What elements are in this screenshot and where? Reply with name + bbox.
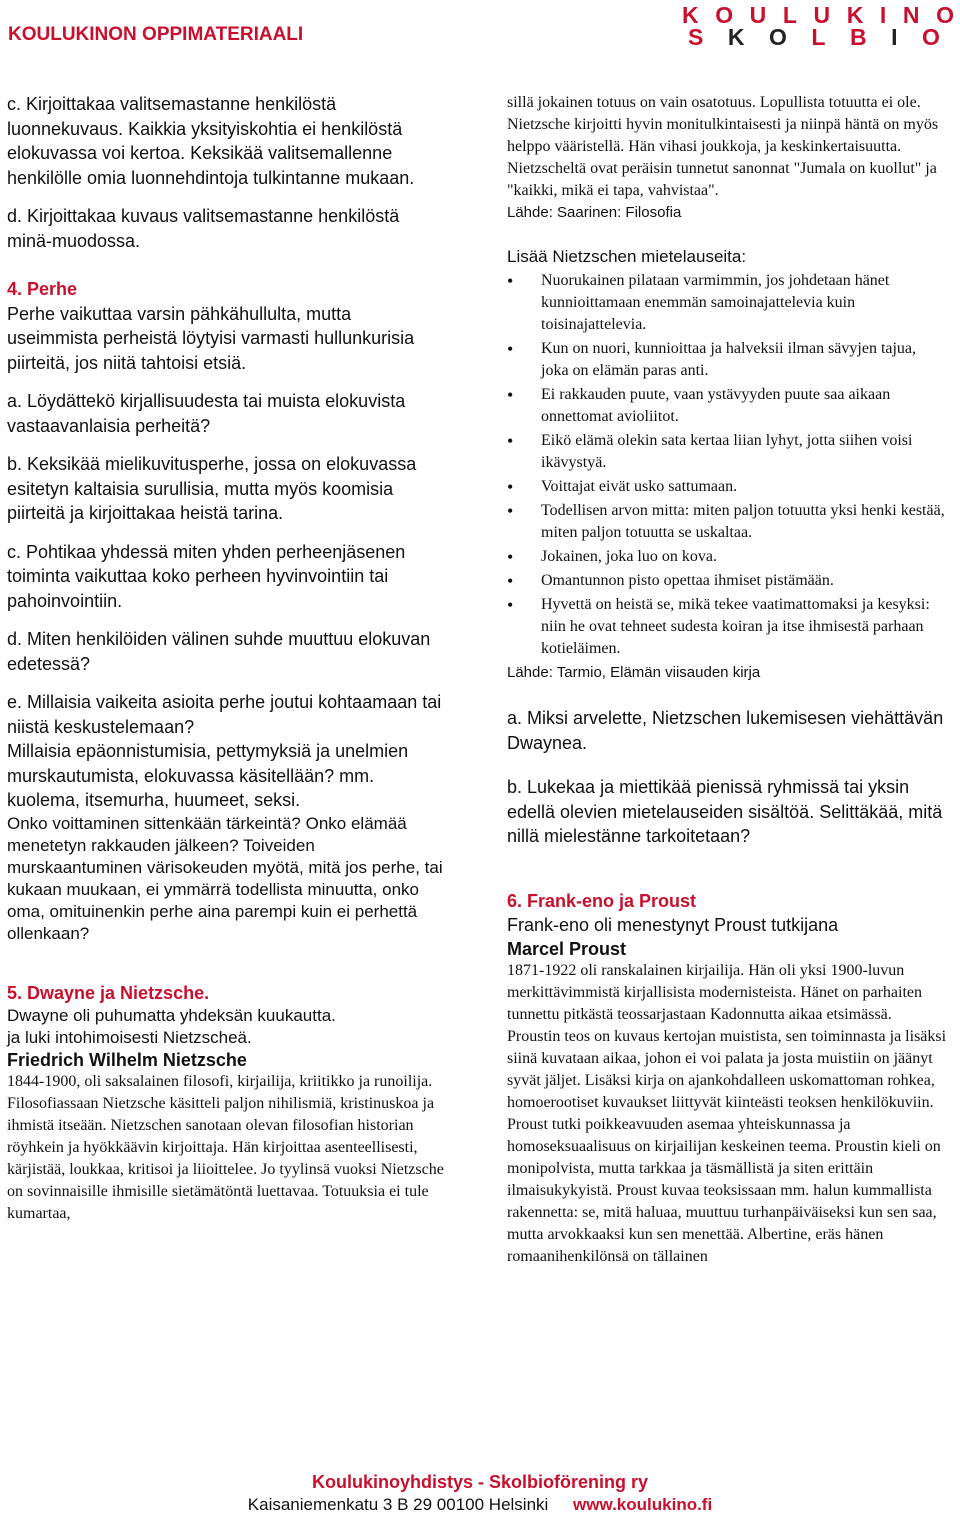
logo-letter: L	[811, 24, 826, 50]
section-4-heading: 4. Perhe	[7, 279, 78, 299]
family-task-e-questions: Onko voittaminen sittenkään tärkeintä? Onko elämää menetetyn rakkauden jälkeen? Toiveiden murskaantuminen värisokeuden myötä, mitä jos perhe, tai kukaan muukaan, ei ymmärrä todellista minuutta, onko oma, omituinenkin perhe aina parempi kuin ei perhettä ollenkaan?	[7, 813, 443, 943]
nietzsche-task-a: a. Miksi arvelette, Nietzschen lukemisesen viehättävän Dwaynea.	[507, 708, 944, 753]
right-column	[507, 92, 947, 1268]
family-task-d: d. Miten henkilöiden välinen suhde muuttuu elokuvan edetessä?	[7, 629, 431, 674]
list-item: • Omantunnon pisto opettaa ihmiset pistämään.	[541, 570, 947, 592]
logo-letter: K	[846, 2, 864, 28]
proust-name: Marcel Proust	[507, 938, 627, 959]
page-header-title: KOULUKINON OPPIMATERIAALI	[8, 24, 304, 45]
logo-letter: I	[879, 2, 887, 28]
logo-letter: K	[727, 24, 745, 50]
proust-bio: 1871-1922 oli ranskalainen kirjailija. Hän oli yksi 1900-luvun merkittävimmistä kirjallisista modernisteista. Hänet on parhaiten tunnettu pitkästä teossarjastaan Kadonnutta aikaa etsimässä. Proustin teos on kuvaus kertojan muistista, sen toiminnasta ja lisäksi siinä kuvataan aikaa, johon ei voi palata ja josta muistiin on jäänyt syvät jäljet. Lisäksi kirja on ajankohdalleen uskomattoman rohkea, homoerootiset kuvaukset liittyvät kiinteästi teoksen henkilökuviin. Proust tutki poikkeavuuden asemaa yhteiskunnassa ja homoseksuaalisuus on kirjailijan keskeinen teema. Proustin kieli on monipolvista, mutta tarkkaa ja täsmällistä ja siten erittäin ilmaisukykyistä. Proust kuvaa teoksissaan mm. halun kummallista rakennetta: se, mitä haluaa, muuttuu turhanpäiväiseksi kun sen saa, mutta arvokkaaksi kun sen menettää. Albertine, eräs hänen romaanihenkilönsä on tällainen	[507, 961, 947, 1265]
source-saarinen: Lähde: Saarinen: Filosofia	[507, 204, 682, 221]
list-item: • Kun on nuori, kunnioittaa ja halveksii ilman sävyjen tajua, joka on elämän paras anti.	[541, 338, 947, 382]
source-tarmio: Lähde: Tarmio, Elämän viisauden kirja	[507, 664, 761, 681]
family-task-e-detail: Millaisia epäonnistumisia, pettymyksiä ja unelmien murskautumista, elokuvassa käsitellään? mm. kuolema, itsemurha, huumeet, seksi.	[7, 741, 409, 810]
list-item: • Jokainen, joka luo on kova.	[541, 546, 947, 568]
footer-website-link[interactable]: www.koulukino.fi	[573, 1495, 713, 1514]
logo-letter: N	[902, 2, 920, 28]
logo-letter: O	[769, 24, 787, 50]
logo-letter: I	[891, 24, 898, 50]
footer-contact	[0, 1495, 960, 1515]
list-item: • Ei rakkauden puute, vaan ystävyyden puute saa aikaan onnettomat avioliitot.	[541, 384, 947, 428]
logo-letter: O	[715, 2, 734, 28]
logo-letter: L	[782, 2, 797, 28]
logo-letter: B	[849, 24, 867, 50]
nietzsche-quotes-list	[507, 270, 947, 660]
nietzsche-bio-continued: sillä jokainen totuus on vain osatotuus. Lopullista totuutta ei ole. Nietzsche kirjoitti hyvin monitulkintaisesti ja niinpä häntä on myös helppo vääristellä. Hän vihasi joukkoja, ja keskinkertaisuutta. Nietzscheltä ovat peräisin tunnetut sanonnat "Jumala on kuollut" ja "kaikki, mikä ei tapa, vahvistaa".	[507, 94, 939, 199]
nietzsche-task-b: b. Lukekaa ja miettikää pienissä ryhmissä tai yksin edellä olevien mietelauseiden sisältöä. Selittäkää, mitä nillä mielestänne tarkoitetaan?	[507, 777, 943, 846]
footer-organization: Koulukinoyhdistys - Skolbioförening ry	[311, 1472, 649, 1492]
logo-letter: K	[682, 2, 699, 28]
list-item: • Hyvettä on heistä se, mikä tekee vaatimattomaksi ja kesyksi: niin he ovat tehneet sudesta koiran ja itse ihmisestä parhaan kotieläimen.	[541, 594, 947, 660]
list-item: • Nuorukainen pilataan varmimmin, jos johdetaan hänet kunnioittamaan enemmän samoinajattelevia kuin toisinajattelevia.	[541, 270, 947, 336]
more-quotes-heading: Lisää Nietzschen mietelauseita:	[507, 247, 747, 266]
logo-letter: O	[922, 24, 940, 50]
logo-top-row	[682, 4, 954, 26]
logo-letter: O	[936, 2, 954, 28]
dwayne-reads: ja luki intohimoisesti Nietzscheä.	[7, 1028, 252, 1047]
family-task-b: b. Keksikää mielikuvitusperhe, jossa on elokuvassa esitetyn kaltaisia surullisia, mutta myös koomisia piirteitä ja kirjoittakaa heistä tarina.	[7, 454, 417, 523]
logo-letter: S	[688, 24, 704, 50]
list-item: • Eikö elämä olekin sata kertaa liian lyhyt, jotta siihen voisi ikävystyä.	[541, 430, 947, 474]
task-c-character: c. Kirjoittakaa valitsemastanne henkilöstä luonnekuvaus. Kaikkia yksityiskohtia ei henkilöstä elokuvassa voi kertoa. Keksikää valitsemallenne henkilölle omia luonnehdintoja tulkintanne mukaan.	[7, 94, 415, 188]
logo-bottom-row	[682, 26, 954, 48]
koulukino-logo	[682, 4, 954, 48]
logo-letter: U	[749, 2, 767, 28]
family-task-e: e. Millaisia vaikeita asioita perhe joutui kohtaamaan tai niistä keskustelemaan?	[7, 692, 442, 737]
section-6-heading: 6. Frank-eno ja Proust	[507, 890, 697, 911]
section-5-heading: 5. Dwayne ja Nietzsche.	[7, 982, 210, 1003]
nietzsche-bio: 1844-1900, oli saksalainen filosofi, kirjailija, kriitikko ja runoilija. Filosofiassaan Nietzsche käsitteli paljon nihilismiä, kristinuskoa ja ihmistä itseään. Nietzschen sanotaan olevan filosofian historian röyhkein ja hyökkäävin kirjoittaja. Hän kirjoittaa asenteellisesti, kärjistää, loukkaa, kritisoi ja liioittelee. Jo tyylinsä vuoksi Nietzsche on sovinnaisille ihmisille sietämätöntä luettavaa. Totuuksia ei tule kumartaa,	[7, 1073, 444, 1222]
task-d-first-person: d. Kirjoittakaa kuvaus valitsemastanne henkilöstä minä-muodossa.	[7, 206, 400, 251]
frank-eno-line: Frank-eno oli menestynyt Proust tutkijana	[507, 915, 839, 935]
list-item: • Voittajat eivät usko sattumaan.	[541, 476, 947, 498]
logo-letter: U	[813, 2, 831, 28]
footer-address: Kaisaniemenkatu 3 B 29 00100 Helsinki	[247, 1495, 549, 1514]
left-column	[7, 92, 447, 1225]
nietzsche-name: Friedrich Wilhelm Nietzsche	[7, 1050, 247, 1070]
list-item: • Todellisen arvon mitta: miten paljon totuutta yksi henki kestää, miten paljon totuutta se uskaltaa.	[541, 500, 947, 544]
family-intro: Perhe vaikuttaa varsin pähkähullulta, mutta useimmista perheistä löytyisi varmasti hullunkurisia piirteitä, jos niitä tahtoisi etsiä.	[7, 303, 415, 373]
family-task-c: c. Pohtikaa yhdessä miten yhden perheenjäsenen toiminta vaikuttaa koko perheen hyvinvointiin tai pahoinvointiin.	[7, 541, 406, 611]
dwayne-silence: Dwayne oli puhumatta yhdeksän kuukautta.	[7, 1006, 336, 1025]
family-task-a: a. Löydättekö kirjallisuudesta tai muista elokuvista vastaavanlaisia perheitä?	[7, 391, 406, 436]
